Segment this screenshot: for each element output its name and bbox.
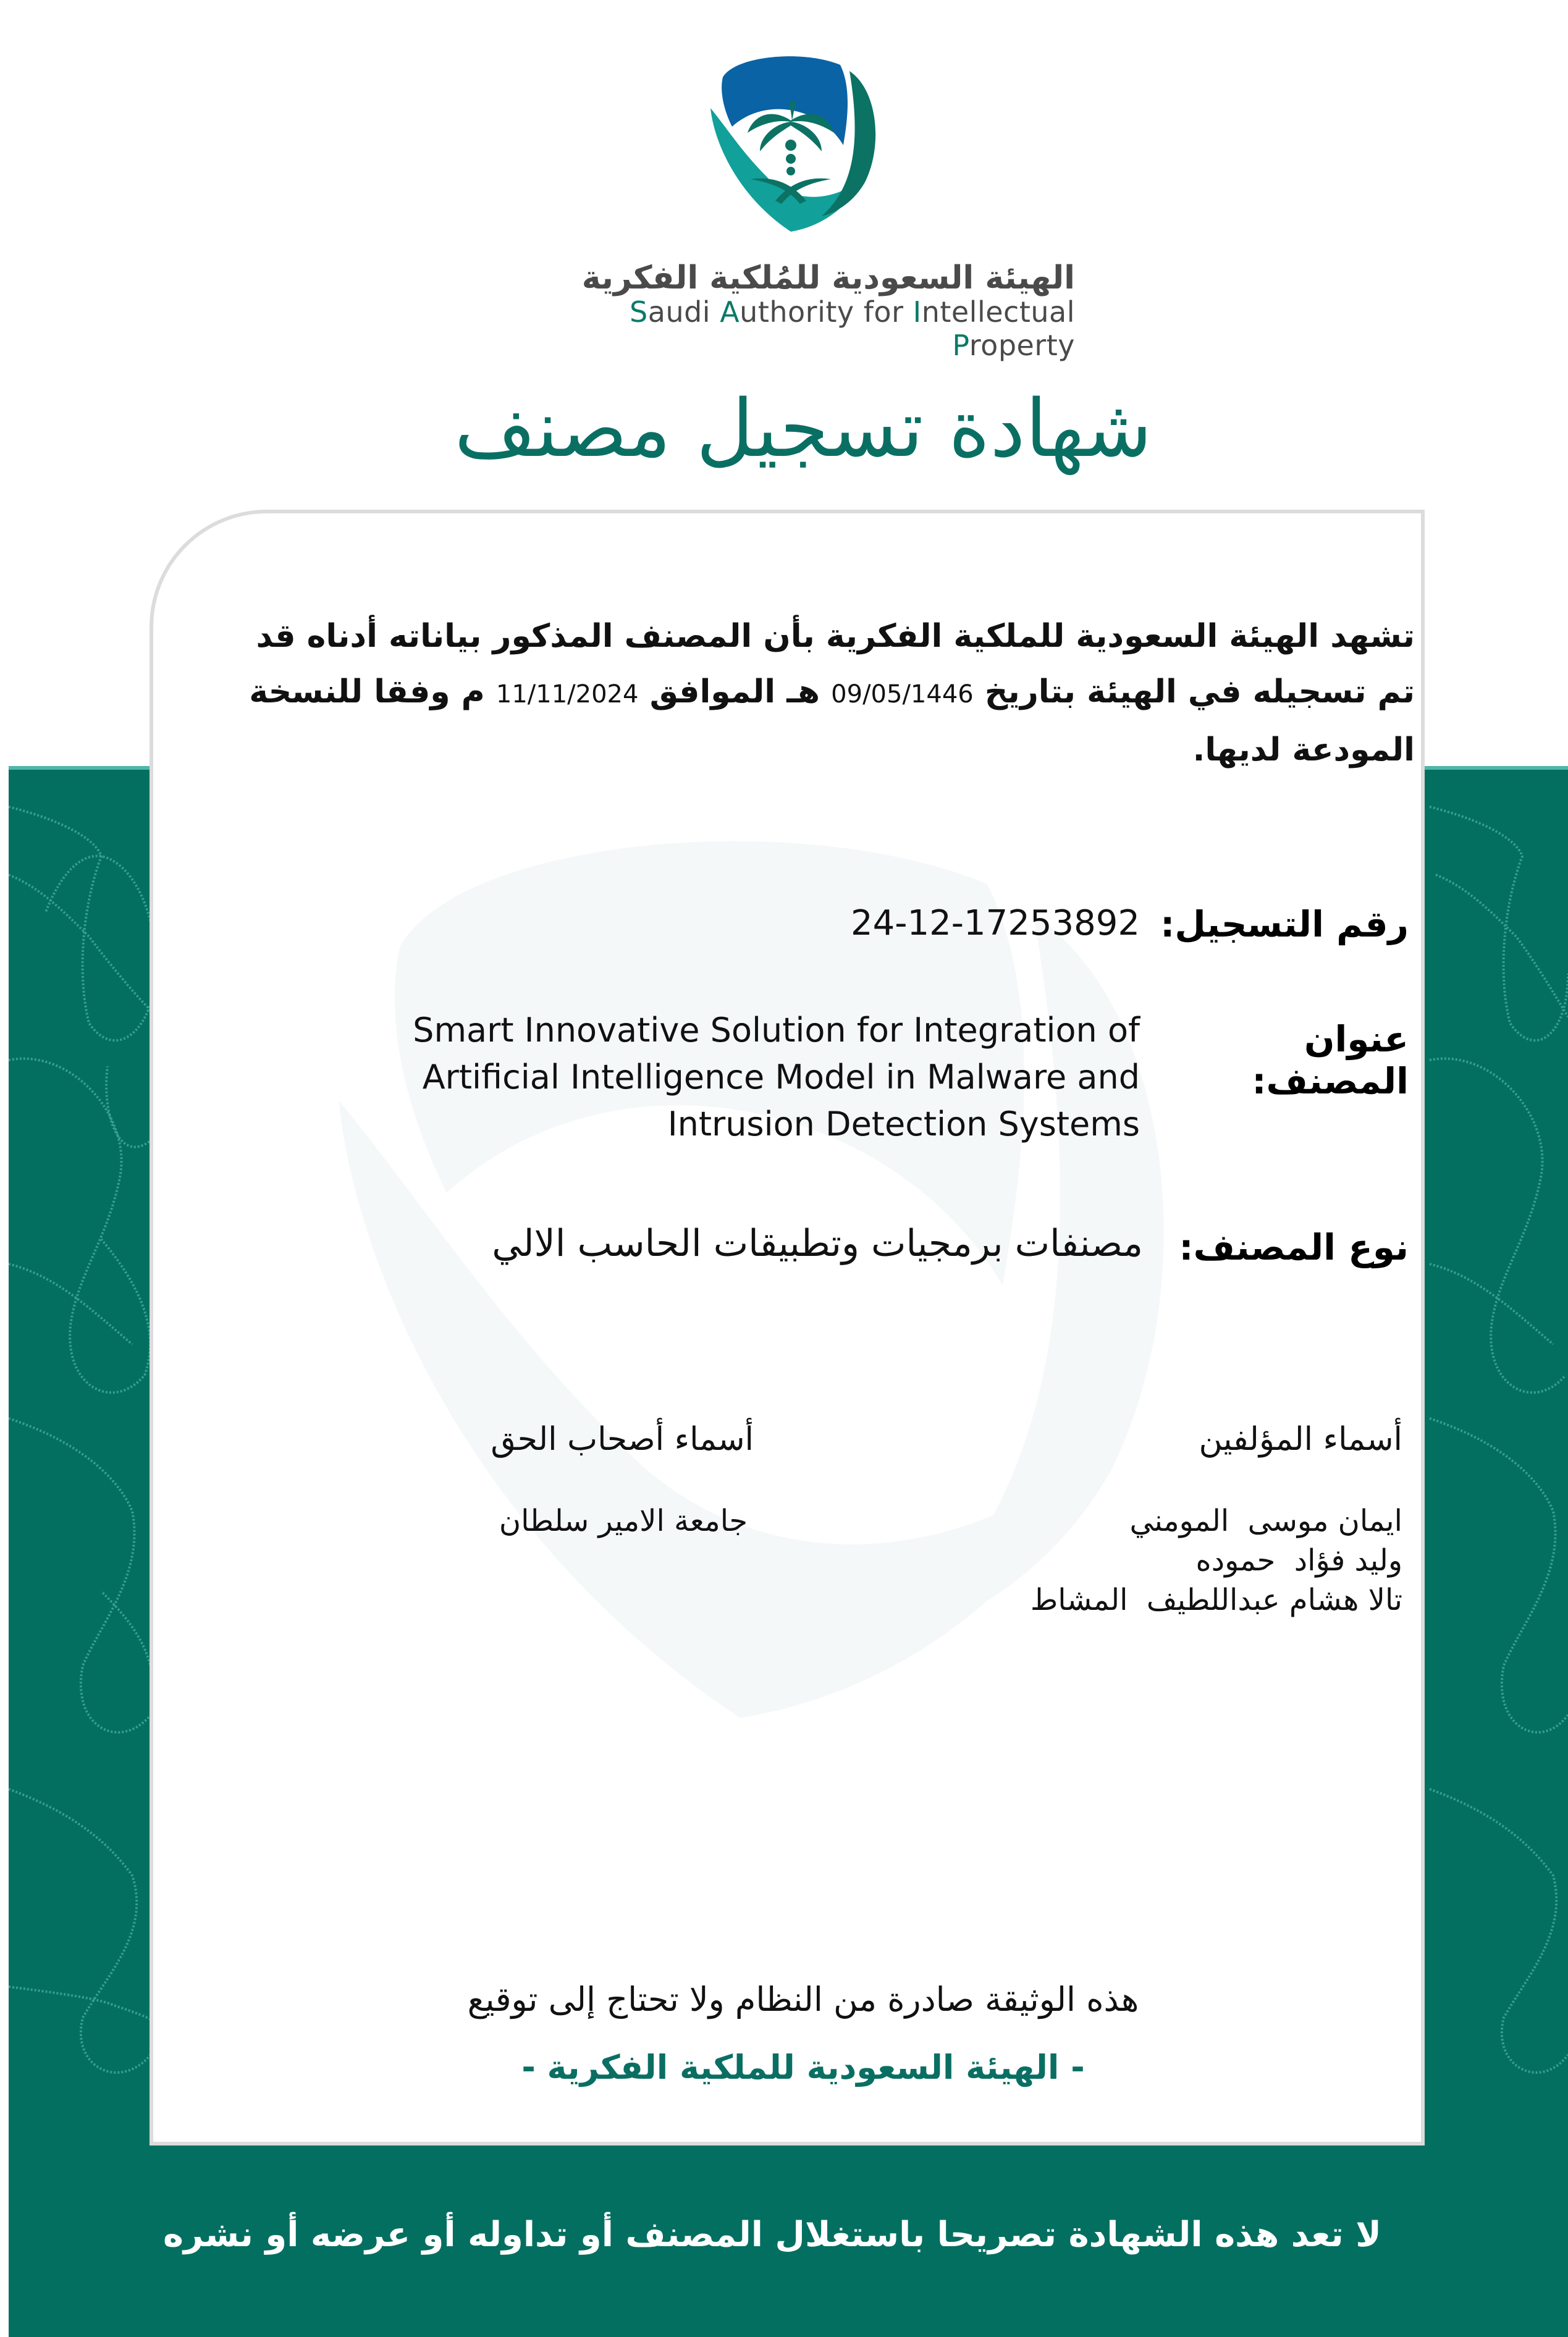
org-name-arabic: الهيئة السعودية للمُلكية الفكرية — [581, 259, 1075, 297]
author-name: وليد فؤاد حموده — [1195, 1543, 1402, 1578]
gregorian-date: 11/11/2024 — [495, 680, 639, 709]
issuing-authority-signature: - الهيئة السعودية للملكية الفكرية - — [521, 2048, 1085, 2087]
intro-line-1: تشهد الهيئة السعودية للملكية الفكرية بأن المصنف المذكور بياناته أدناه قد — [256, 618, 1415, 655]
work-title-line: Artificial Intelligence Model in Malware and — [422, 1058, 1140, 1097]
org-en-part: ntellectual — [921, 295, 1075, 329]
system-issued-note: هذه الوثيقة صادرة من النظام ولا تحتاج إلى توقيع — [467, 1980, 1139, 2019]
work-title-line: Intrusion Detection Systems — [667, 1105, 1140, 1143]
work-title-value — [309, 1007, 1140, 1148]
rights-holders-heading: أسماء أصحاب الحق — [491, 1421, 754, 1458]
rights-holders-list — [371, 1501, 748, 1541]
usage-disclaimer: لا تعد هذه الشهادة تصريحا باستغلال المصنف أو تداوله أو عرضه أو نشره — [163, 2215, 1381, 2255]
org-en-part: I — [913, 295, 922, 329]
org-en-part: uthority for — [740, 295, 913, 329]
intro-line-2b: هـ الموافق — [649, 673, 820, 710]
saip-logo — [698, 53, 896, 238]
author-name: تالا هشام عبداللطيف المشاط — [1030, 1583, 1402, 1617]
registration-number-value: 24-12-17253892 — [851, 903, 1140, 943]
org-en-part: P — [952, 329, 969, 362]
certification-statement — [185, 608, 1415, 778]
org-en-part: A — [720, 295, 740, 329]
intro-line-2c: م وفقا للنسخة — [249, 673, 485, 710]
registration-number-label: رقم التسجيل: — [1160, 903, 1409, 945]
org-name-english — [507, 295, 1075, 362]
org-en-part: audi — [647, 295, 720, 329]
intro-line-3: المودعة لديها. — [1192, 731, 1415, 768]
org-en-part: roperty — [969, 329, 1075, 362]
work-title-line: Smart Innovative Solution for Integration of — [413, 1011, 1140, 1050]
work-title-label: عنوان المصنف: — [1252, 1018, 1409, 1102]
work-type-label: نوع المصنف: — [1179, 1226, 1409, 1268]
author-name: ايمان موسى المومني — [1129, 1504, 1402, 1538]
intro-line-2a: تم تسجيله في الهيئة بتاريخ — [984, 673, 1415, 710]
org-en-part: S — [630, 295, 648, 329]
certificate-title: شهادة تسجيل مصنف — [454, 383, 1152, 475]
authors-list — [803, 1501, 1402, 1620]
saip-palm-shield-logo-icon — [698, 53, 896, 238]
authors-heading: أسماء المؤلفين — [1199, 1421, 1402, 1458]
hijri-date: 09/05/1446 — [831, 680, 974, 709]
work-type-value: مصنفات برمجيات وتطبيقات الحاسب الالي — [492, 1222, 1143, 1265]
rights-holder-name: جامعة الامير سلطان — [499, 1504, 748, 1538]
